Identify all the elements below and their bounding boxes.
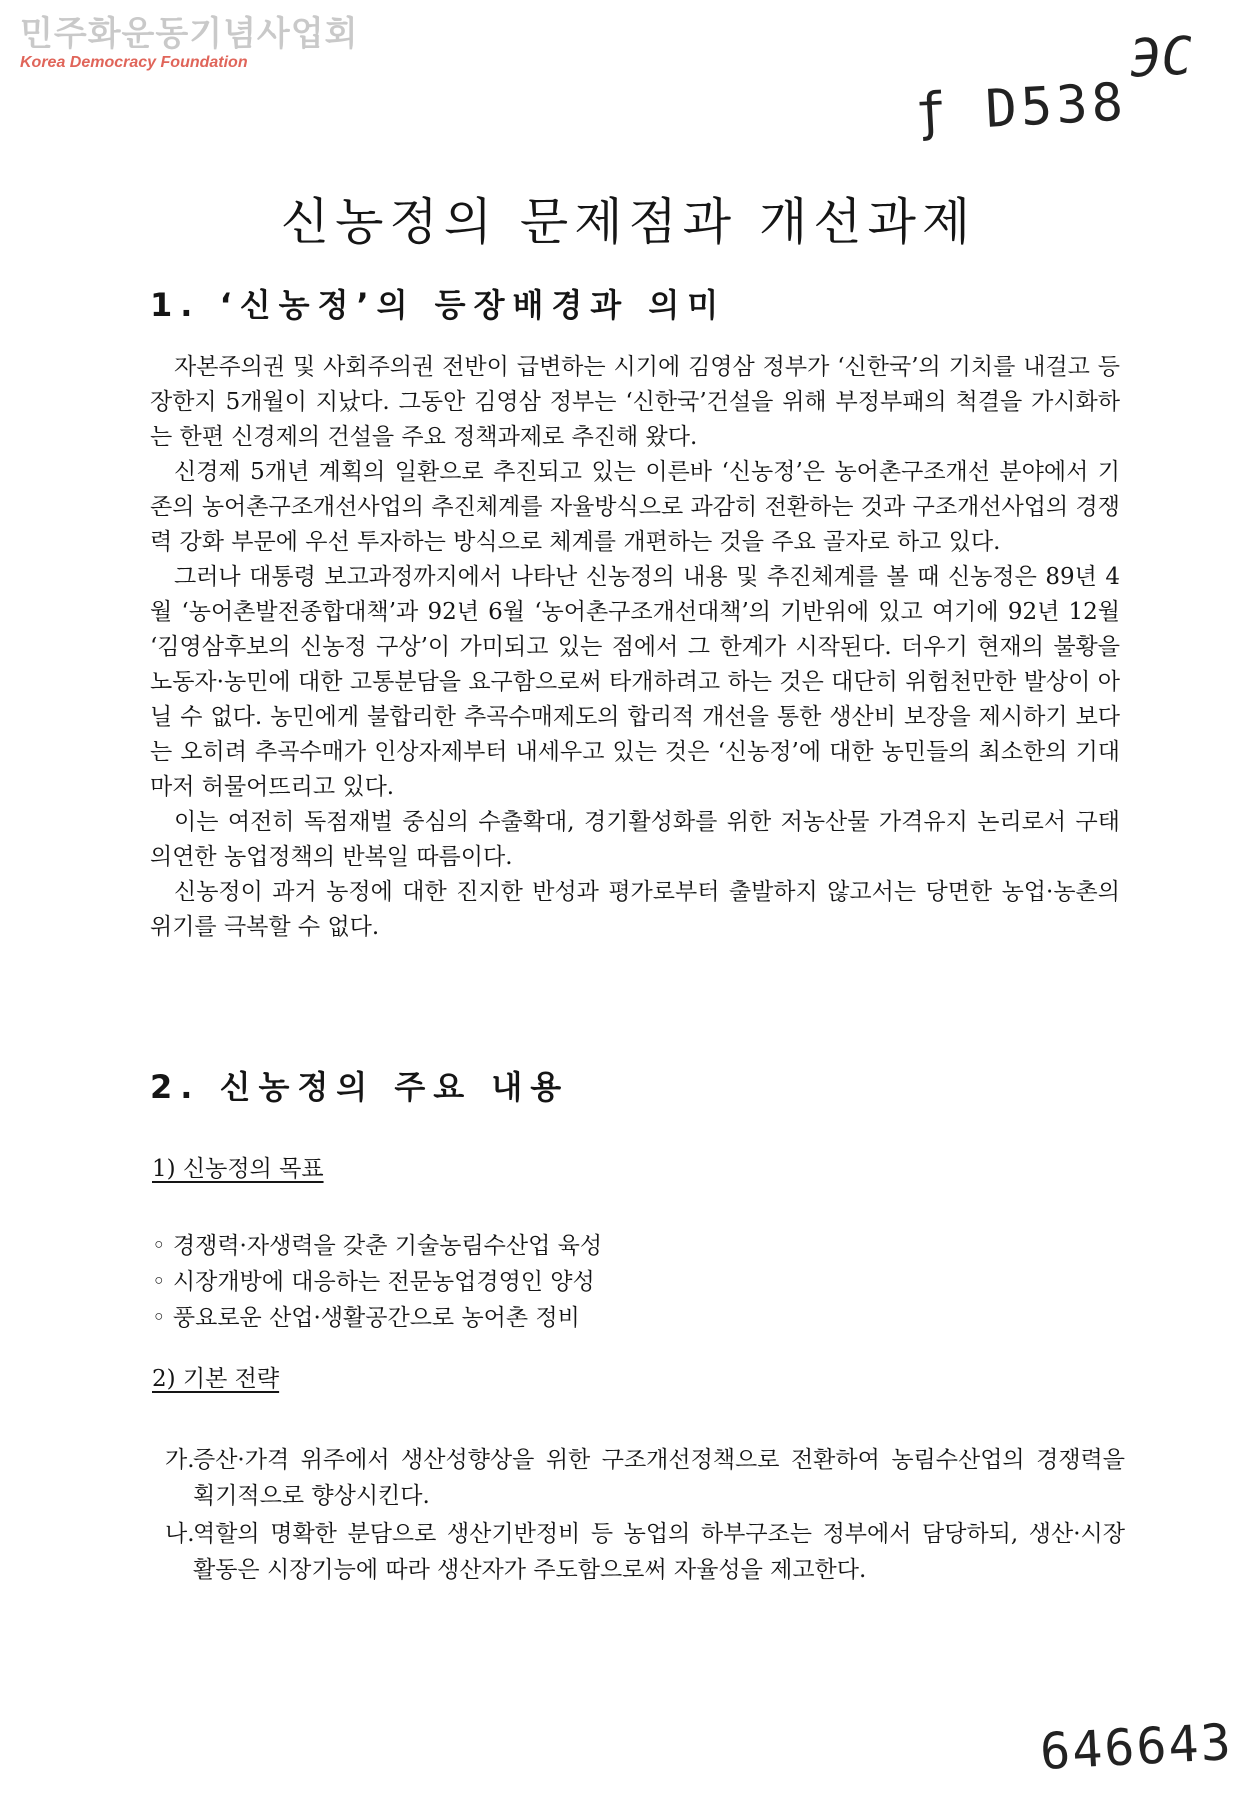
item-text: 증산·가격 위주에서 생산성향상을 위한 구조개선정책으로 전환하여 농림수산업의 경쟁력을 획기적으로 향상시킨다. bbox=[193, 1447, 1125, 1509]
list-item: ◦ 풍요로운 산업·생활공간으로 농어촌 정비 bbox=[152, 1300, 602, 1336]
paragraph-3: 그러나 대통령 보고과정까지에서 나타난 신농정의 내용 및 추진체계를 볼 때 신농정은 89년 4월 ‘농어촌발전종합대책’과 92년 6월 ‘농어촌구조개선대책’의 기반위에 있고 여기에 92년 12월 ‘김영삼후보의 신농정 구상’이 가미되고 있는 점에서 그 한계가 시작된다. 더우기 현재의 불황을 노동자·농민에 대한 고통분담을 요구함으로써 타개하려고 하는 것은 대단히 위험천만한 발상이 아닐 수 없다. 농민에게 불합리한 추곡수매제도의 합리적 개선을 통한 생산비 보장을 제시하기 보다는 오히려 추곡수매가 인상자제부터 내세우고 있는 것은 ‘신농정’에 대한 농민들의 최소한의 기대마저 허물어뜨리고 있다. bbox=[150, 564, 1120, 800]
item-marker: 나. bbox=[165, 1521, 195, 1547]
document-title: 신농정의 문제점과 개선과제 bbox=[280, 193, 977, 251]
section-1-body bbox=[150, 350, 1120, 945]
watermark-english: Korea Democracy Foundation bbox=[20, 54, 248, 71]
subsection-goals-heading: 1) 신농정의 목표 bbox=[152, 1156, 324, 1182]
paragraph-4: 이는 여전히 독점재벌 중심의 수출확대, 경기활성화를 위한 저농산물 가격유지 논리로서 구태의연한 농업정책의 반복일 따름이다. bbox=[150, 809, 1120, 870]
strategy-list bbox=[165, 1442, 1125, 1590]
handwritten-note-top-right: ЭC bbox=[1128, 26, 1195, 90]
section-1-heading: 1. ‘신농정’의 등장배경과 의미 bbox=[150, 286, 727, 324]
paragraph-1: 자본주의권 및 사회주의권 전반이 급변하는 시기에 김영삼 정부가 ‘신한국’의 기치를 내걸고 등장한지 5개월이 지났다. 그동안 김영삼 정부는 ‘신한국’건설을 위해 부정부패의 척결을 가시화하는 한편 신경제의 건설을 주요 정책과제로 추진해 왔다. bbox=[150, 354, 1120, 450]
handwritten-number-bottom: 646643 bbox=[1038, 1712, 1235, 1782]
paragraph-5: 신농정이 과거 농정에 대한 진지한 반성과 평가로부터 출발하지 않고서는 당면한 농업·농촌의 위기를 극복할 수 없다. bbox=[150, 879, 1120, 940]
paragraph-2: 신경제 5개년 계획의 일환으로 추진되고 있는 이른바 ‘신농정’은 농어촌구조개선 분야에서 기존의 농어촌구조개선사업의 추진체계를 자율방식으로 과감히 전환하는 것과 구조개선사업의 경쟁력 강화 부문에 우선 투자하는 방식으로 체계를 개편하는 것을 주요 골자로 하고 있다. bbox=[150, 459, 1120, 555]
goals-list bbox=[152, 1228, 602, 1336]
handwritten-archive-code: ƒ D538 bbox=[913, 72, 1129, 144]
watermark-logo bbox=[20, 14, 358, 72]
item-marker: 가. bbox=[165, 1447, 195, 1473]
list-item: ◦ 경쟁력·자생력을 갖춘 기술농림수산업 육성 bbox=[152, 1228, 602, 1264]
item-text: 역할의 명확한 분담으로 생산기반정비 등 농업의 하부구조는 정부에서 담당하되, 생산·시장 활동은 시장기능에 따라 생산자가 주도함으로써 자율성을 제고한다. bbox=[193, 1521, 1125, 1583]
list-item: ◦ 시장개방에 대응하는 전문농업경영인 양성 bbox=[152, 1264, 602, 1300]
subsection-strategy-heading: 2) 기본 전략 bbox=[152, 1366, 280, 1392]
watermark-korean: 민주화운동기념사업회 bbox=[20, 14, 359, 54]
list-item bbox=[165, 1516, 1125, 1588]
section-2-heading: 2. 신농정의 주요 내용 bbox=[150, 1068, 570, 1106]
list-item bbox=[165, 1442, 1125, 1514]
